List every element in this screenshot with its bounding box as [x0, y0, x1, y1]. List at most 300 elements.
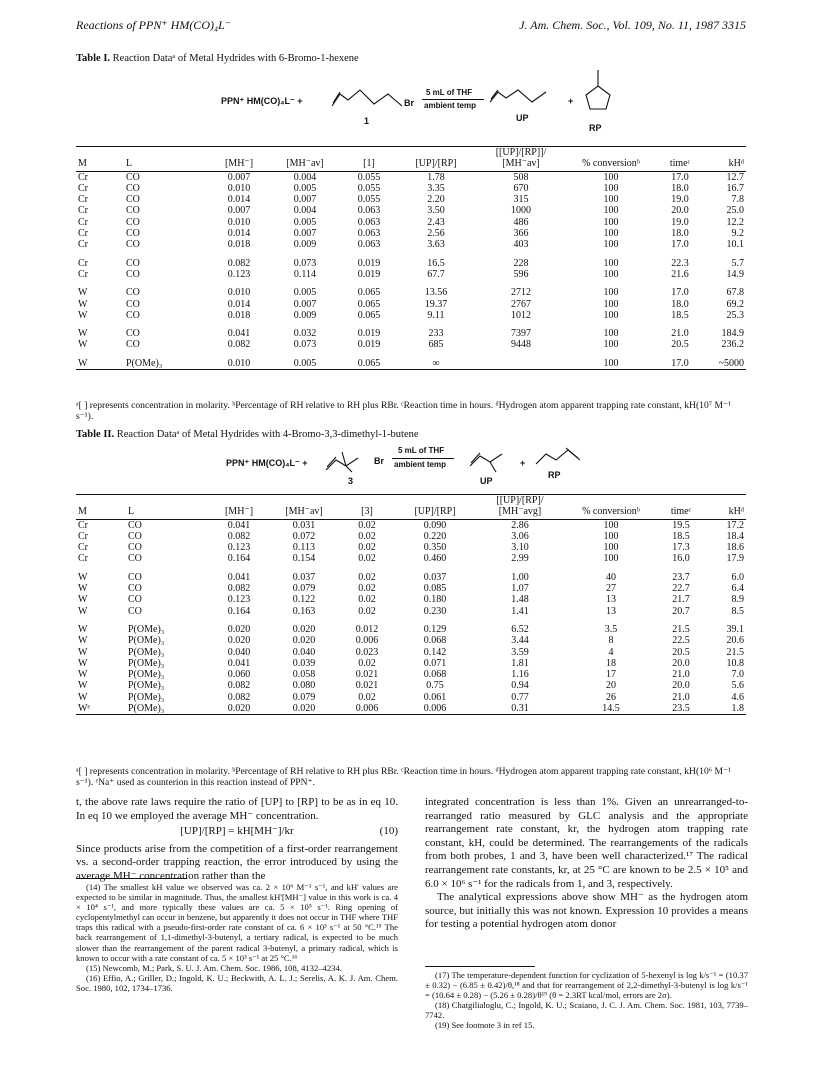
footnote-rule-left [76, 878, 186, 879]
table-row [76, 339, 746, 350]
table-cell: 100 [603, 519, 619, 531]
table-cell: W [78, 605, 88, 617]
table-cell: 0.037 [292, 571, 316, 583]
table-cell: 0.072 [292, 530, 316, 542]
table1-title: Reaction Dataᵃ of Metal Hydrides with 6-Bromo-1-hexene [112, 53, 359, 64]
table-row [76, 583, 746, 594]
table-cell: 22.3 [671, 257, 689, 269]
table-cell: W [78, 623, 88, 635]
table-cell: 0.010 [227, 216, 251, 228]
table-cell: 0.02 [358, 605, 376, 617]
table-cell: 0.040 [292, 646, 316, 658]
table-cell: CO [126, 257, 140, 269]
table1-col-header: [[UP]/[RP]]/ [MH⁻av] [474, 147, 568, 172]
table-cell: 596 [513, 268, 529, 280]
table-cell: 315 [513, 194, 529, 206]
table-cell: 0.080 [292, 680, 316, 692]
table-cell: 2.99 [511, 553, 529, 565]
table-cell: 5.6 [731, 680, 744, 692]
table-cell: Cr [78, 268, 88, 280]
table-cell: 0.058 [292, 669, 316, 681]
table-cell: 26 [606, 691, 616, 703]
table-cell: 0.02 [358, 553, 376, 565]
table-cell: 0.007 [293, 228, 317, 240]
table-row [76, 692, 746, 703]
table-cell: 67.7 [427, 268, 445, 280]
table-cell: 2.43 [427, 216, 445, 228]
table-cell: 0.060 [227, 669, 251, 681]
table-cell: 0.041 [227, 657, 251, 669]
table-cell: 21.0 [672, 669, 690, 681]
table-cell: 19.37 [424, 298, 448, 310]
table-cell: 0.02 [358, 594, 376, 606]
table-cell: 5.7 [731, 257, 744, 269]
table-cell: 100 [603, 257, 619, 269]
table-cell: P(OMe)₃ [128, 623, 165, 635]
table-cell: 1.16 [511, 669, 529, 681]
table-cell: 20 [606, 680, 616, 692]
table-cell: 0.065 [357, 309, 381, 321]
scheme1-num: 1 [364, 116, 370, 126]
table-cell: 0.041 [227, 519, 251, 531]
table1 [76, 146, 746, 370]
table-cell: 9.2 [731, 228, 744, 240]
table-cell: 0.019 [357, 268, 381, 280]
table-cell: 0.02 [358, 691, 376, 703]
scheme1-rp: RP [589, 123, 602, 133]
table-cell: 0.019 [357, 339, 381, 351]
table-cell: 0.020 [227, 623, 251, 635]
table-cell: 39.1 [726, 623, 744, 635]
table-cell: 0.02 [358, 530, 376, 542]
table-cell: 12.7 [726, 171, 744, 183]
table-cell: 0.004 [293, 205, 317, 217]
table-cell: CO [126, 194, 140, 206]
table-cell: W [78, 287, 88, 299]
table-cell: 17.3 [672, 542, 690, 554]
table-cell: 100 [603, 542, 619, 554]
rearranged-product2-icon [534, 444, 584, 470]
table-cell: 16.7 [726, 182, 744, 194]
table-cell: CO [126, 298, 140, 310]
table-cell: 0.020 [292, 635, 316, 647]
table-cell: 0.090 [423, 519, 447, 531]
table-cell: 13 [606, 605, 616, 617]
table-cell: 0.006 [338, 703, 396, 715]
table2-col-header: timeᶜ [656, 495, 706, 520]
unrearranged-product2-icon [468, 446, 508, 474]
table2-col-header: [MH⁻] [208, 495, 270, 520]
table-cell: 236.2 [721, 339, 744, 351]
footnote-rule-right [425, 966, 535, 967]
table-row [76, 239, 746, 250]
table-cell: Cr [78, 182, 88, 194]
table-cell: 0.02 [358, 583, 376, 595]
table-cell: 0.114 [293, 268, 317, 280]
table-cell: W [78, 339, 88, 351]
running-header [76, 18, 746, 36]
cyclopentylmethane-icon [580, 68, 616, 114]
table-cell: 0.02 [358, 571, 376, 583]
table-cell: Cr [78, 553, 88, 565]
table1-col-header: [MH⁻] [208, 147, 270, 172]
table-cell: 0.065 [340, 351, 398, 370]
table-cell: 0.031 [292, 519, 316, 531]
table-cell: 0.082 [227, 691, 251, 703]
table-cell: 18.6 [726, 542, 744, 554]
table-cell: 0.082 [227, 257, 251, 269]
table2-title: Reaction Dataᵃ of Metal Hydrides with 4-Bromo-3,3-dimethyl-1-butene [116, 429, 419, 440]
body-left-p2: Since products arise from the competition of a first-order rearrangement vs. a second-order trapping reaction, the error introduced by using the average MH⁻ concentration rather than the [76, 842, 398, 882]
table-cell: 0.010 [208, 351, 270, 370]
table2-col-header: [[UP]/[RP]/ [MH⁻avg] [474, 495, 566, 520]
table-cell: 0.007 [293, 298, 317, 310]
table-cell: 3.10 [511, 542, 529, 554]
table-cell: 0.082 [227, 530, 251, 542]
scheme1-up: UP [516, 113, 529, 123]
table-cell: 670 [513, 182, 529, 194]
table-cell: 19.0 [671, 216, 689, 228]
footnote-entry: (19) See footnote 3 in ref 15. [435, 1020, 535, 1031]
table-cell: 9.11 [427, 309, 445, 321]
table-cell: 508 [513, 171, 529, 183]
table-cell: 0.010 [227, 182, 251, 194]
table-cell: 0.041 [227, 328, 251, 340]
scheme2-plus: + [520, 458, 526, 468]
equation-10 [76, 825, 398, 839]
table-cell: 21.7 [672, 594, 690, 606]
table-cell: CO [126, 328, 140, 340]
table2-caption [76, 429, 419, 440]
table-cell: 3.35 [427, 182, 445, 194]
equation-number: (10) [379, 825, 398, 838]
footnotes-right [425, 970, 748, 1031]
table-cell: 0.005 [293, 287, 317, 299]
table-cell: 18.5 [671, 309, 689, 321]
table-cell: Cr [78, 542, 88, 554]
table-cell: CO [128, 605, 142, 617]
table-cell: 2712 [511, 287, 531, 299]
table-cell: 0.068 [423, 635, 447, 647]
table-cell: 20.5 [672, 646, 690, 658]
table-cell: CO [126, 268, 140, 280]
table-cell: 2767 [511, 298, 531, 310]
table-cell: 20.7 [672, 605, 690, 617]
table-cell: 17.0 [671, 287, 689, 299]
table-cell: 23.5 [656, 703, 706, 715]
table-cell: 0.014 [227, 194, 251, 206]
table-cell: 0.071 [423, 657, 447, 669]
table-cell: 0.055 [357, 171, 381, 183]
table-cell: 0.061 [423, 691, 447, 703]
table-cell: W [78, 646, 88, 658]
table-cell: 0.055 [357, 182, 381, 194]
header-journal: J. Am. Chem. Soc., Vol. 109, No. 11, 1987 3315 [519, 18, 746, 32]
table-row [76, 594, 746, 605]
table-cell: CO [128, 571, 142, 583]
table-cell: 0.019 [357, 257, 381, 269]
table-cell: CO [126, 339, 140, 351]
table-cell: 0.012 [355, 623, 379, 635]
scheme1-cond1: 5 mL of THF [426, 88, 473, 97]
table-cell: 40 [606, 571, 616, 583]
scheme1-arrow [422, 99, 484, 100]
table-cell: 0.085 [423, 583, 447, 595]
table-cell: 21.0 [672, 691, 690, 703]
footnotes-left [76, 882, 398, 993]
table-cell: 0.164 [227, 605, 251, 617]
table-cell: 10.8 [726, 657, 744, 669]
table1-col-header: M [76, 147, 124, 172]
table-cell: 0.055 [357, 194, 381, 206]
table-row [76, 617, 746, 635]
table-cell: 100 [603, 239, 619, 251]
table-cell: 0.082 [227, 583, 251, 595]
table-cell: 1.8 [706, 703, 746, 715]
table-cell: 0.02 [358, 542, 376, 554]
table-cell: 12.2 [726, 216, 744, 228]
table-cell: 0.009 [293, 239, 317, 251]
table-cell: 0.018 [227, 239, 251, 251]
table1-col-header: % conversionᵇ [568, 147, 654, 172]
table-cell: CO [128, 519, 142, 531]
table-cell: 3.5 [604, 623, 618, 635]
body-right-p2: The analytical expressions above show MH⁻ as the hydrogen atom source, but initially this was not known. Expression 10 provides a means for testing a potential hydrogen atom donor [425, 891, 748, 931]
table-cell: 0.063 [357, 205, 381, 217]
table-cell: CO [126, 239, 140, 251]
table-cell: CO [128, 594, 142, 606]
table-cell: Cr [78, 228, 88, 240]
table1-col-header: [1] [340, 147, 398, 172]
table-cell: 20.0 [672, 680, 690, 692]
table-row [76, 217, 746, 228]
table-row [76, 171, 746, 183]
table-cell: P(OMe)₃ [128, 691, 165, 703]
table-cell: 0.019 [357, 328, 381, 340]
table-cell: 14.5 [566, 703, 656, 715]
table-cell: 0.068 [423, 669, 447, 681]
table-row [76, 183, 746, 194]
table-cell: 23.7 [672, 571, 690, 583]
table-row [76, 299, 746, 310]
table2-col-header: kHᵈ [706, 495, 746, 520]
table-cell: 0.023 [355, 646, 379, 658]
table-cell: 17.0 [671, 171, 689, 183]
body-left-column [76, 796, 398, 884]
table-cell: 18.4 [726, 530, 744, 542]
table-cell: 18.5 [672, 530, 690, 542]
table-cell: 0.31 [474, 703, 566, 715]
table-cell: CO [128, 583, 142, 595]
table-cell: 3.44 [511, 635, 529, 647]
table2 [76, 494, 746, 715]
table-cell: 0.021 [355, 669, 379, 681]
table-cell: 685 [428, 339, 444, 351]
table-row [76, 647, 746, 658]
table-cell: 0.004 [293, 171, 317, 183]
table1-col-header: L [124, 147, 208, 172]
table-cell: W [76, 351, 124, 370]
table-cell: 0.037 [423, 571, 447, 583]
scheme2-num: 3 [348, 476, 354, 486]
table-cell: 1.07 [511, 583, 529, 595]
table-row [76, 519, 746, 531]
table-cell: 3.63 [427, 239, 445, 251]
header-title: Reactions of PPN⁺ HM(CO)₄L⁻ [76, 18, 232, 32]
table-cell: 0.123 [227, 542, 251, 554]
table-cell: 0.063 [357, 239, 381, 251]
table-cell: W [78, 309, 88, 321]
table-row [76, 351, 746, 370]
table-cell: 27 [606, 583, 616, 595]
table-cell: 7.0 [731, 669, 744, 681]
table-cell: 100 [603, 182, 619, 194]
scheme1-reagent: PPN⁺ HM(CO)₄L⁻ + [221, 96, 303, 106]
table-cell: 7397 [511, 328, 531, 340]
scheme2-up: UP [480, 476, 493, 486]
scheme1-plus: + [568, 96, 574, 106]
table-cell: 0.180 [423, 594, 447, 606]
scheme2-cond1: 5 mL of THF [398, 446, 445, 455]
table-cell: 0.009 [293, 309, 317, 321]
table-cell: 25.3 [726, 309, 744, 321]
table-row [76, 228, 746, 239]
table-cell: 25.0 [726, 205, 744, 217]
table1-col-header: [MH⁻av] [270, 147, 340, 172]
scheme1-cond2: ambient temp [424, 101, 477, 110]
table-cell: CO [126, 228, 140, 240]
table-cell: 100 [603, 194, 619, 206]
footnote-entry: (17) The temperature-dependent function for cyclization of 5-hexenyl is log k/s⁻¹ = (10.37 ± 0.32) − (6.85 ± 0.42)/θ,¹⁸ and that for rearrangement of 2,2-dimethyl-3-butenyl is log k/s⁻¹ = (10.64 ± 0.28) − (5.26 ± 0.28)/θ¹⁹ (θ = 2.3RT kcal/mol, errors are 2σ). [425, 970, 748, 1001]
table-cell: 0.020 [270, 703, 338, 715]
table-cell: 21.5 [726, 646, 744, 658]
table-row [76, 553, 746, 564]
table-cell: 0.142 [423, 646, 447, 658]
table-cell: 100 [603, 309, 619, 321]
table-cell: CO [126, 309, 140, 321]
table-cell: 6.4 [731, 583, 744, 595]
table-cell: 184.9 [721, 328, 744, 340]
table-cell: 0.014 [227, 298, 251, 310]
footnote-entry: (18) Chatgilialoglu, C.; Ingold, K. U.; Scaiano, J. C. J. Am. Chem. Soc. 1981, 103, 7739–7742. [425, 1000, 748, 1021]
table-cell: 100 [603, 298, 619, 310]
table2-col-header: [UP]/[RP] [396, 495, 474, 520]
table-cell: 0.006 [396, 703, 474, 715]
table-row [76, 310, 746, 321]
table-cell: 0.129 [423, 623, 447, 635]
table1-label: Table I. [76, 53, 111, 64]
table-cell: 22.7 [672, 583, 690, 595]
table-cell: 0.005 [270, 351, 340, 370]
table-row [76, 321, 746, 339]
table-cell: 17.2 [726, 519, 744, 531]
table-cell: ~5000 [706, 351, 746, 370]
table-cell: 0.020 [227, 635, 251, 647]
table-cell [474, 351, 568, 370]
footnote-entry: (15) Newcomb, M.; Park, S. U. J. Am. Chem. Soc. 1986, 108, 4132–4234. [86, 962, 342, 973]
table-cell: 10.1 [726, 239, 744, 251]
table-cell: 21.0 [671, 328, 689, 340]
table-row [76, 205, 746, 216]
table-cell: 0.006 [355, 635, 379, 647]
table-cell: 0.010 [227, 287, 251, 299]
table-cell: 20.5 [671, 339, 689, 351]
table-cell: 20.0 [672, 657, 690, 669]
table-cell: 0.007 [293, 194, 317, 206]
table-cell: 0.041 [227, 571, 251, 583]
table-cell: 16.0 [672, 553, 690, 565]
body-right-column [425, 796, 748, 932]
scheme1-br: Br [404, 98, 415, 108]
table-cell: P(OMe)₃ [128, 646, 165, 658]
table-cell: 100 [603, 339, 619, 351]
table-cell: Cr [78, 205, 88, 217]
table-cell: 6.0 [731, 571, 744, 583]
scheme2-br: Br [374, 456, 385, 466]
table-cell: 20.6 [726, 635, 744, 647]
table1-col-header: timeᶜ [654, 147, 706, 172]
table-cell: 9448 [511, 339, 531, 351]
table2-col-header: L [126, 495, 208, 520]
table-cell: 100 [603, 205, 619, 217]
table-cell: 0.021 [355, 680, 379, 692]
table-cell: 228 [513, 257, 529, 269]
table-cell: CO [128, 542, 142, 554]
table-cell: CO [126, 182, 140, 194]
table-cell: 486 [513, 216, 529, 228]
table-cell: 17 [606, 669, 616, 681]
table-cell: 8.9 [731, 594, 744, 606]
table-cell: P(OMe)₃ [128, 680, 165, 692]
table-cell: 366 [513, 228, 529, 240]
table-cell: 233 [428, 328, 444, 340]
table-cell: 0.02 [358, 657, 376, 669]
table-cell: 8 [608, 635, 614, 647]
table-cell: 0.073 [293, 257, 317, 269]
table-cell: 1.78 [427, 171, 445, 183]
table-cell: Cr [78, 519, 88, 531]
bromodimethylbutene-structure-icon [324, 448, 374, 474]
table-cell: 0.065 [357, 287, 381, 299]
table-cell: W [78, 594, 88, 606]
table1-scheme [76, 68, 746, 140]
table-cell: CO [126, 171, 140, 183]
table-cell: 100 [603, 530, 619, 542]
table-row [76, 635, 746, 646]
table-cell: ∞ [398, 351, 474, 370]
table-cell: 0.123 [227, 268, 251, 280]
table-cell: 0.082 [227, 339, 251, 351]
table-row [76, 531, 746, 542]
table-cell: 1.48 [511, 594, 529, 606]
table-cell: 0.063 [357, 216, 381, 228]
table-cell: P(OMe)₃ [128, 635, 165, 647]
equation-text: [UP]/[RP] = kH[MH⁻]/kr [180, 825, 294, 838]
table-cell: 0.079 [292, 583, 316, 595]
table-row [76, 680, 746, 691]
table-cell: 0.230 [423, 605, 447, 617]
footnote-entry: (16) Effio, A.; Griller, D.; Ingold, K. U.; Beckwith, A. L. J.; Serelis, A. K. J. Am. Chem. Soc. 1980, 102, 1734–1736. [76, 972, 398, 993]
table-row [76, 703, 746, 715]
table-cell: W [78, 328, 88, 340]
table-cell: 18.0 [671, 228, 689, 240]
table-row [76, 251, 746, 269]
scheme2-reagent: PPN⁺ HM(CO)₄L⁻ + [226, 458, 308, 468]
table-cell: 0.020 [292, 623, 316, 635]
table-cell: CO [128, 530, 142, 542]
table-cell: W [78, 298, 88, 310]
table-cell: 0.007 [227, 205, 251, 217]
